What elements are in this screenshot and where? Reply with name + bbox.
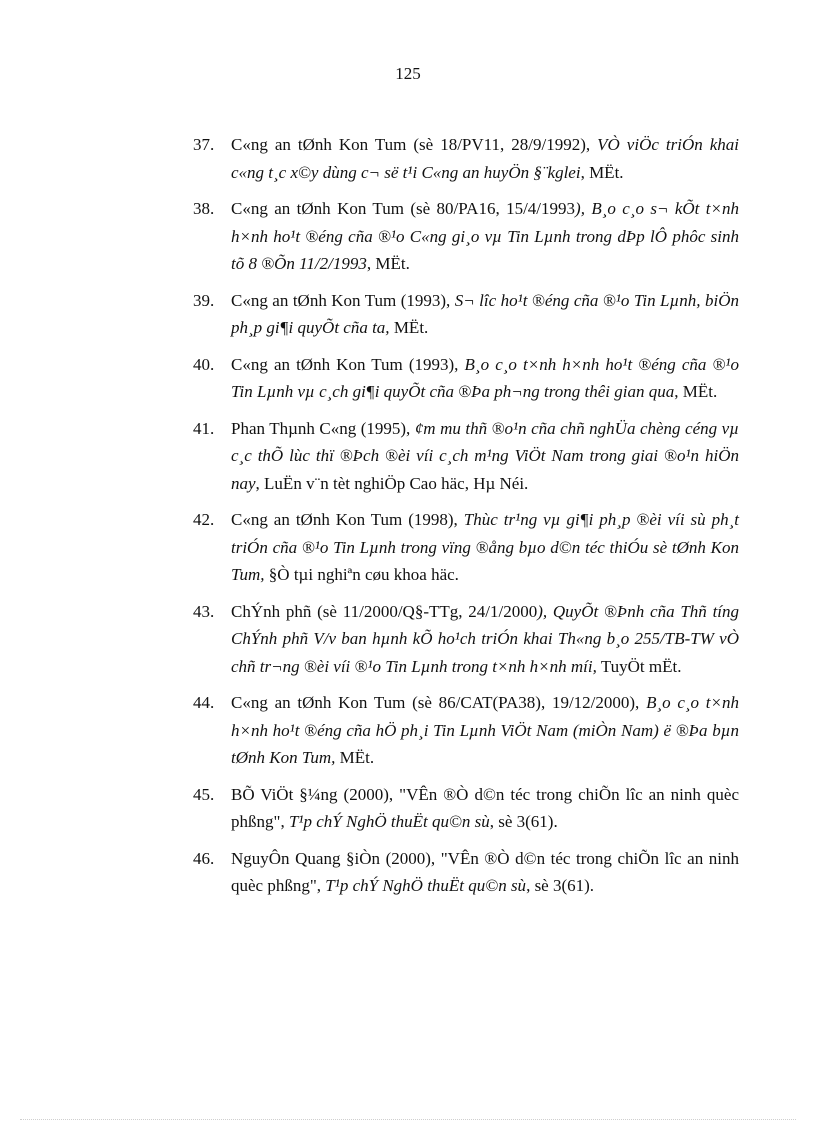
reference-note: TuyÖt mËt. (596, 656, 682, 676)
reference-title: B¸o c¸o t×nh h×nh ho¹t ®éng cña ®¹o Tin Lµnh vµ c¸ch gi¶i quyÕt cña ®Þa ph¬ng trong thêi gian qua (231, 354, 740, 401)
reference-title: ¢m mu thñ ®o¹n cña chñ nghÜa chèng céng vµ c¸c thÕ lùc thï ®Þch ®èi víi c¸ch m¹ng ViÖt Nam trong giai ®o¹n hiÖn nay (231, 418, 739, 493)
reference-note: MËt. (389, 318, 429, 337)
reference-note: , LuËn v¨n tèt nghiÖp Cao häc, Hµ Néi. (255, 473, 529, 493)
reference-number: 37. (193, 135, 215, 154)
reference-item (153, 415, 739, 498)
reference-number: 39. (193, 290, 215, 310)
page-bottom-divider (20, 1119, 796, 1120)
reference-source: C«ng an tØnh Kon Tum (sè 86/CAT(PA38), 19/12/2000), (231, 693, 647, 712)
reference-source: C«ng an tØnh Kon Tum (sè 80/PA16, 15/4/1993 (231, 199, 576, 218)
reference-item (153, 195, 739, 278)
reference-title: ), QuyÕt ®Þnh cña Thñ tíng ChÝnh phñ V/v ban hµnh kÕ ho¹ch triÓn khai Th«ng b¸o 255/TB-TW vÒ chñ tr¬ng ®èi víi ®¹o Tin Lµnh trong t×nh h×nh míi, (231, 601, 740, 676)
reference-source: ChÝnh phñ (sè 11/2000/Q§-TTg, 24/1/2000 (231, 601, 538, 621)
reference-number: 44. (193, 693, 215, 712)
reference-source: C«ng an tØnh Kon Tum (sè 18/PV11, 28/9/1992), (231, 135, 598, 154)
reference-note: , sè 3(61). (526, 876, 595, 895)
reference-note: , MËt. (674, 382, 718, 401)
reference-title: T¹p chÝ NghÖ thuËt qu©n sù (325, 876, 527, 895)
reference-note: §Ò tµi nghiªn cøu khoa häc. (264, 565, 459, 584)
reference-note: , sè 3(61). (489, 812, 558, 831)
reference-item (153, 506, 739, 589)
reference-title: S¬ lîc ho¹t ®éng cña ®¹o Tin Lµnh, biÖn ph¸p gi¶i quyÕt cña ta, (231, 290, 739, 337)
reference-source: NguyÔn Quang §iÒn (2000), "VÊn ®Ò d©n téc trong chiÕn lîc an ninh quèc phßng", (231, 848, 739, 895)
reference-title: ), B¸o c¸o s¬ kÕt t×nh h×nh ho¹t ®éng cña ®¹o C«ng gi¸o vµ Tin Lµnh trong dÞp lÔ phôc sinh tõ 8 ®Õn 11/2/1993 (231, 199, 739, 273)
reference-item (153, 351, 739, 406)
reference-item (153, 598, 739, 681)
reference-item (153, 689, 739, 772)
reference-note: , MËt. (580, 162, 624, 182)
reference-number: 42. (193, 510, 215, 529)
reference-title: B¸o c¸o t×nh h×nh ho¹t ®éng cña hÖ ph¸i Tin Lµnh ViÖt Nam (miÒn Nam) ë ®Þa bµn tØnh Kon Tum, (231, 693, 739, 767)
reference-source: C«ng an tØnh Kon Tum (1993), (231, 354, 465, 374)
page-number: 125 (395, 64, 421, 83)
reference-title: T¹p chÝ NghÖ thuËt qu©n sù (288, 812, 490, 831)
reference-item (153, 287, 739, 342)
reference-item (153, 781, 739, 836)
reference-source: C«ng an tØnh Kon Tum (1993), (231, 290, 455, 310)
reference-item (153, 131, 739, 186)
reference-source: Phan Thµnh C«ng (1995), (231, 418, 415, 438)
reference-note: MËt. (335, 748, 375, 767)
reference-title: VÒ viÖc triÓn khai c«ng t¸c x©y dùng c¬ së t¹i C«ng an huyÖn §¨kglei (231, 135, 740, 182)
reference-number: 45. (193, 784, 215, 804)
reference-number: 43. (193, 601, 215, 621)
reference-number: 40. (193, 354, 215, 374)
reference-number: 46. (193, 848, 215, 868)
reference-list (153, 131, 739, 909)
reference-number: 41. (193, 418, 215, 438)
reference-number: 38. (193, 199, 215, 218)
reference-item (153, 845, 739, 900)
reference-source: BÕ ViÖt §¼ng (2000), "VÊn ®Ò d©n téc trong chiÕn lîc an ninh quèc phßng", (231, 784, 739, 831)
reference-note: , MËt. (366, 254, 410, 273)
reference-source: C«ng an tØnh Kon Tum (1998), (231, 510, 464, 529)
reference-title: Thùc tr¹ng vµ gi¶i ph¸p ®èi víi sù ph¸t triÓn cña ®¹o Tin Lµnh trong vïng ®ång bµo d©n téc thiÓu sè tØnh Kon Tum, (231, 510, 740, 584)
